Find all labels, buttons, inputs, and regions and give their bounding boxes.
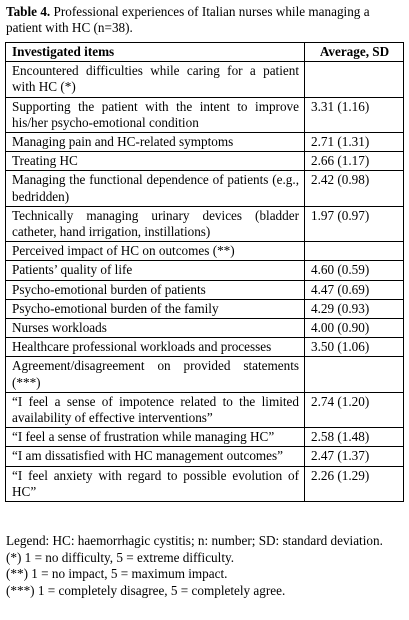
row-item: Nurses workloads [6,319,305,338]
row-item: Psycho-emotional burden of patients [6,280,305,299]
table-row [6,261,404,280]
table-row [6,171,404,206]
row-average-sd: 3.31 (1.16) [305,97,404,132]
row-average-sd: 2.42 (0.98) [305,171,404,206]
table-row [6,392,404,427]
row-item: Encountered difficulties while caring for a patient with HC (*) [6,62,305,97]
row-average-sd: 2.26 (1.29) [305,466,404,501]
table-row [6,428,404,447]
table-row [6,319,404,338]
table-caption-text: Professional experiences of Italian nurses while managing a patient with HC (n=38). [6,4,370,36]
table-caption-label: Table 4. [6,4,51,19]
table-row [6,152,404,171]
table-row [6,357,404,392]
row-average-sd: 4.00 (0.90) [305,319,404,338]
table-row [6,338,404,357]
row-item: Treating HC [6,152,305,171]
row-item: Agreement/disagreement on provided statements (***) [6,357,305,392]
legend-note: (***) 1 = completely disagree, 5 = completely agree. [6,582,286,598]
row-item: Healthcare professional workloads and processes [6,338,305,357]
table-row [6,242,404,261]
row-item: Managing the functional dependence of patients (e.g., bedridden) [6,171,305,206]
row-item: Managing pain and HC-related symptoms [6,133,305,152]
table-row [6,447,404,466]
row-average-sd: 4.47 (0.69) [305,280,404,299]
table-row [6,280,404,299]
row-average-sd: 2.58 (1.48) [305,428,404,447]
row-average-sd: 4.60 (0.59) [305,261,404,280]
table-row [6,62,404,97]
row-average-sd: 1.97 (0.97) [305,206,404,241]
row-item: “I feel a sense of impotence related to the limited availability of effective interventions” [6,392,305,427]
row-item: “I am dissatisfied with HC management outcomes” [6,447,305,466]
legend-note: (*) 1 = no difficulty, 5 = extreme difficulty. [6,550,235,566]
row-item: Perceived impact of HC on outcomes (**) [6,242,305,261]
row-average-sd: 3.50 (1.06) [305,338,404,357]
table-header-row [6,43,404,62]
legend-note: (**) 1 = no impact, 5 = maximum impact. [6,566,228,582]
row-average-sd: 4.29 (0.93) [305,299,404,318]
legend-intro: Legend: HC: haemorrhagic cystitis; n: number; SD: standard deviation. [6,533,383,548]
row-item: “I feel anxiety with regard to possible evolution of HC” [6,466,305,501]
row-average-sd: 2.74 (1.20) [305,392,404,427]
row-item: Patients’ quality of life [6,261,305,280]
table-row [6,97,404,132]
table-row [6,299,404,318]
row-average-sd [305,357,404,392]
table-caption [6,4,402,36]
table-row [6,466,404,501]
header-average-sd: Average, SD [305,43,404,62]
row-item: Psycho-emotional burden of the family [6,299,305,318]
table-row [6,133,404,152]
row-item: Technically managing urinary devices (bladder catheter, hand irrigation, instillations) [6,206,305,241]
row-average-sd [305,242,404,261]
row-item: “I feel a sense of frustration while managing HC” [6,428,305,447]
results-table [5,42,404,502]
row-average-sd [305,62,404,97]
table-row [6,206,404,241]
header-investigated-items: Investigated items [6,43,305,62]
row-average-sd: 2.71 (1.31) [305,133,404,152]
row-average-sd: 2.47 (1.37) [305,447,404,466]
table-legend [6,533,400,599]
row-item: Supporting the patient with the intent to improve his/her psycho-emotional condition [6,97,305,132]
table-body [6,62,404,502]
row-average-sd: 2.66 (1.17) [305,152,404,171]
